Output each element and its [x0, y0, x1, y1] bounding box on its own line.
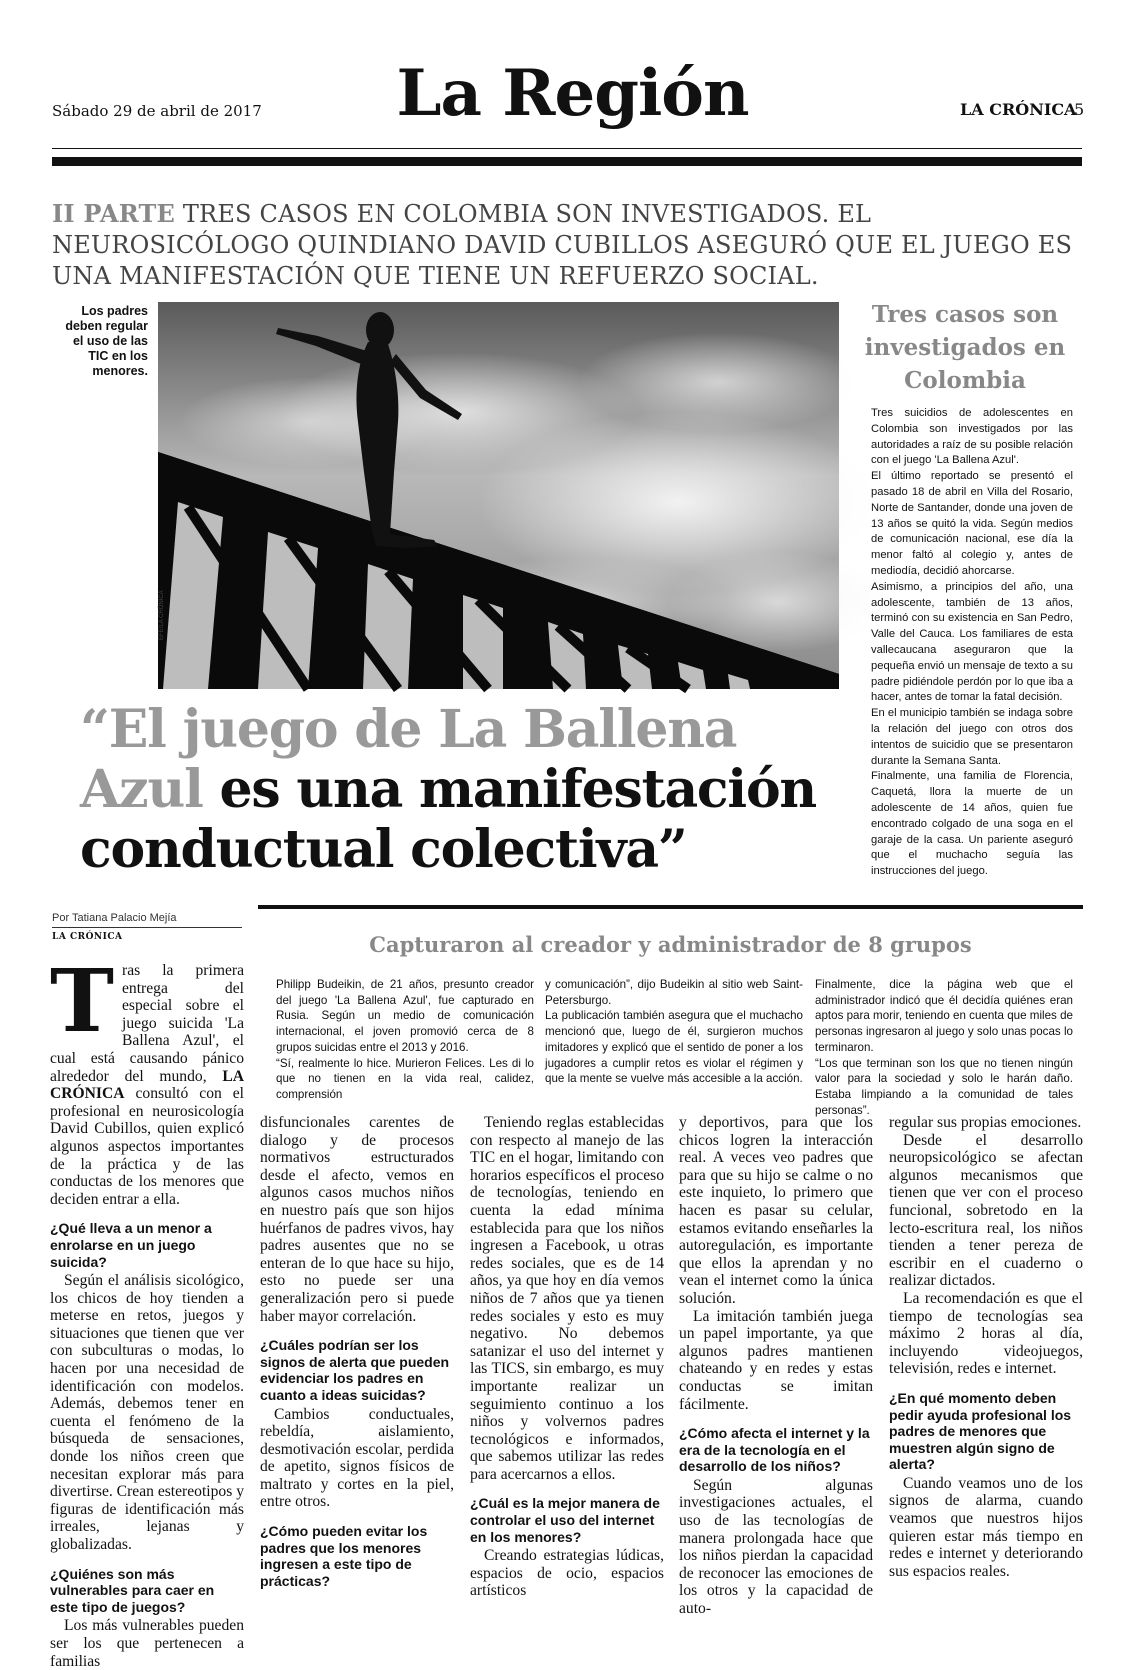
- main-photo: [158, 302, 839, 689]
- section-title: La Región: [396, 56, 749, 131]
- photo-credit: EFE/LA CRÓNICA: [159, 590, 165, 640]
- photo-illustration: [158, 302, 839, 689]
- answer-paragraph: y deportivos, para que los chicos logren la interacción real. A veces veo padres que para que su hijo se calme o no este inquieto, lo primero que hacen es pasar su celular, estamos evitando enseñarles la autoregulación, es importante que ellos la aprendan y no vean el internet como la única solución.: [679, 1114, 873, 1307]
- kicker-lead: II PARTE: [52, 199, 176, 228]
- box-column-2: [545, 977, 803, 1087]
- headline-line-2-text: es una manifestación: [202, 759, 817, 820]
- answer-paragraph: Teniendo reglas establecidas con respecto al manejo de las TIC en el hogar, limitando con horarios específicos el proceso de tecnologías, teniendo en cuenta la edad mínima establecida para que los niños ingresen a Facebook, u otras redes sociales, que es de 14 años, ya que hoy en día vemos niños de 7 años que ya tienen redes sociales y esto es muy negativo. No debemos satanizar el uso del internet y las TICS, sin embargo, es muy importante realizar un seguimiento continuo a los niños y volvernos padres tecnológicos e informados, que sabemos utilizar las redes para acercarnos a ellos.: [470, 1114, 664, 1483]
- dropcap: T: [50, 951, 114, 1052]
- article-column-5: [889, 1114, 1083, 1580]
- box-column-3: [815, 977, 1073, 1118]
- kicker-text: TRES CASOS EN COLOMBIA SON INVESTIGADOS. EL NEUROSICÓLOGO QUINDIANO DAVID CUBILLOS ASEGURÓ QUE EL JUEGO ES UNA MANIFESTACIÓN QUE TIENE UN REFUERZO SOCIAL.: [52, 200, 1073, 290]
- sidebar-body: [871, 406, 1073, 880]
- intro-text-b: consultó con el profesional en neurosicología David Cubillos, quien explicó algunos aspectos importantes de la práctica y de las conductas de los menores que deciden entrar a ella.: [50, 1085, 244, 1208]
- box-paragraph: y comunicación”, dijo Budeikin al sitio web Saint-Petersburgo.: [545, 978, 803, 1007]
- article-column-1: [50, 951, 244, 1670]
- answer-paragraph: Desde el desarrollo neuropsicológico se afectan algunos mecanismos que tienen que ver con el proceso funcional, sobretodo en la lecto-escritura real, los niños tienden a tener pereza de escribir en el cuaderno o realizar dictados.: [889, 1131, 1083, 1290]
- question-heading: ¿Cómo afecta el internet y la era de la tecnología en el desarrollo de los niños?: [679, 1425, 870, 1475]
- question-heading: ¿Quiénes son más vulnerables para caer en este tipo de juegos?: [50, 1565, 215, 1615]
- answer-paragraph: regular sus propias emociones.: [889, 1114, 1082, 1131]
- header-rule-thick: [52, 157, 1082, 166]
- article-column-3: [470, 1114, 664, 1600]
- answer-paragraph: Según algunas investigaciones actuales, el uso de las tecnologías de manera prolongada hace que los niños pierdan la capacidad de reconocer las emociones de los otros y la capacidad de auto-: [679, 1476, 873, 1618]
- answer-paragraph: disfuncionales carentes de dialogo y de procesos normativos estructurados desde el afecto, vemos en algunos casos muchos niños en nuestro país que son hijos huérfanos de padres vivos, hay padres ausentes que no se enteran de lo que hace su hijo, esto no puede ser una generalización pero si puede haber mayor correlación.: [260, 1114, 454, 1325]
- byline-brand: LA CRÓNICA: [52, 932, 123, 942]
- question-heading: ¿Cuál es la mejor manera de controlar el uso del internet en los menores?: [470, 1495, 660, 1545]
- page-number: 5: [1074, 100, 1085, 119]
- box-column-1: [276, 977, 534, 1103]
- photo-caption: Los padres deben regular el uso de las TIC en los menores.: [65, 304, 148, 378]
- intro-text-a: ras la primera entrega del especial sobre el juego suicida 'La Ballena Azul', el cual está causando pánico alrededor del mundo,: [50, 962, 244, 1085]
- sidebar-paragraph: Finalmente, una familia de Florencia, Caquetá, llora la muerte de un adolescente de 14 años, quien fue encontrado colgado de una soga en el garaje de la casa. Un pariente aseguró que el muchacho seguía las instrucciones del juego.: [871, 770, 1073, 878]
- byline-rule: [52, 927, 242, 928]
- box-rule: [258, 905, 1083, 909]
- article-column-4: [679, 1114, 873, 1618]
- headline: [80, 700, 840, 880]
- byline-author: Por Tatiana Palacio Mejía: [52, 912, 177, 924]
- kicker: [52, 198, 1087, 292]
- answer-paragraph: Según el análisis sicológico, los chicos de hoy tienden a meterse en retos, juegos y situaciones que tienen que ver con subculturas o modas, lo hacen por una necesidad de identificación con modelos. Además, debemos tener en cuenta el fenómeno de la búsqueda de sensaciones, donde los niños creen que necesitan explorar más para divertirse. Crean estereotipos y figuras de identificación más irreales, lejanas y globalizadas.: [50, 1272, 244, 1553]
- answer-paragraph: Cuando veamos uno de los signos de alarma, cuando veamos que nuestros hijos quieren estar más tiempo en redes e internet y deteriorando sus espacios reales.: [889, 1474, 1083, 1580]
- sidebar-paragraph: Asimismo, a principios del año, una adolescente, también de 13 años, terminó con su existencia en San Pedro, Valle del Cauca. Los familiares de esta vallecaucana aseguraron que la pequeña envió un mensaje de texto a su padre pidiéndole perdón por lo que iba a hacer, antes de tomar la fatal decisión.: [871, 580, 1073, 704]
- headline-line-1: “El juego de La Ballena: [80, 699, 737, 760]
- box-title: Capturaron al creador y administrador de 8 grupos: [369, 932, 972, 957]
- header-rule-thin: [52, 148, 1082, 149]
- headline-highlight: Azul: [80, 759, 203, 820]
- sidebar-paragraph: El último reportado se presentó el pasado 18 de abril en Villa del Rosario, Norte de Santander, donde una joven de 13 años se quitó la vida. Según medios de comunicación nacional, ese día la menor faltó al colegio y, antes de mediodía, decidió ahorcarse.: [871, 470, 1073, 577]
- header-brand: LA CRÓNICA: [960, 100, 1077, 119]
- answer-paragraph: Los más vulnerables pueden ser los que pertenecen a familias: [50, 1617, 244, 1670]
- headline-line-2: [80, 760, 840, 820]
- article-column-2: [260, 1114, 454, 1591]
- answer-paragraph: La recomendación es que el tiempo de tecnologías sea máximo 2 horas al día, incluyendo videojuegos, televisión, redes e internet.: [889, 1289, 1083, 1378]
- headline-line-3: conductual colectiva”: [80, 819, 687, 880]
- answer-paragraph: La imitación también juega un papel importante, ya que algunos padres mantienen chateando y en redes y estas conductas se imitan fácilmente.: [679, 1307, 873, 1413]
- question-heading: ¿Qué lleva a un menor a enrolarse en un juego suicida?: [50, 1220, 212, 1270]
- question-heading: ¿Cuáles podrían ser los signos de alerta que pueden evidenciar los padres en cuanto a ideas suicidas?: [260, 1337, 450, 1403]
- box-paragraph: “Sí, realmente lo hice. Murieron Felices. Les di lo que no tienen en la vida real, calidez, comprensión: [276, 1056, 534, 1101]
- box-paragraph: “Los que terminan son los que no tienen ningún valor para la sociedad y solo le harán daño. Estaba limpiando a la comunidad de tales personas”.: [815, 1056, 1073, 1117]
- box-paragraph: Philipp Budeikin, de 21 años, presunto creador del juego 'La Ballena Azul', fue capturado en Rusia. Según un medio de comunicación internacional, el joven promovió cerca de 8 grupos suicidas entre el 2013 y 2016.: [276, 978, 534, 1054]
- box-paragraph: Finalmente, dice la página web que el administrador indicó que él decidía quiénes eran aptos para morir, teniendo en cuenta que miles de personas ingresaron al juego y solo unas pocas lo terminaron.: [815, 978, 1073, 1054]
- sidebar-title: Tres casos son investigados en Colombia: [864, 301, 1066, 394]
- answer-paragraph: Cambios conductuales, rebeldía, aislamiento, desmotivación escolar, perdida de apetito, signos físicos de maltrato y cortes en la piel, entre otros.: [260, 1405, 454, 1511]
- box-paragraph: La publicación también asegura que el muchacho mencionó que, luego de él, surgieron muchos imitadores y explicó que el sentido de poner a los jugadores a cumplir retos es violar el régimen y que la mente se vuelve más accesible a la acción.: [545, 1009, 803, 1086]
- question-heading: ¿Cómo pueden evitar los padres que los menores ingresen a este tipo de prácticas?: [260, 1523, 428, 1589]
- header-date: Sábado 29 de abril de 2017: [52, 102, 262, 120]
- sidebar-paragraph: En el municipio también se indaga sobre la relación del juego con otros dos intentos de suicidio que se presentaron durante la Semana Santa.: [871, 707, 1073, 767]
- question-heading: ¿En qué momento deben pedir ayuda profesional los padres de menores que muestren algún signo de alerta?: [889, 1389, 1072, 1473]
- sidebar-paragraph: Tres suicidios de adolescentes en Colombia son investigados por las autoridades a raíz de su posible relación con el juego 'La Ballena Azul'.: [871, 407, 1073, 467]
- intro-brand: LA CRÓNICA: [50, 1067, 244, 1103]
- article-intro: [50, 951, 244, 1208]
- answer-paragraph: Creando estrategias lúdicas, espacios de ocio, espacios artísticos: [470, 1547, 664, 1600]
